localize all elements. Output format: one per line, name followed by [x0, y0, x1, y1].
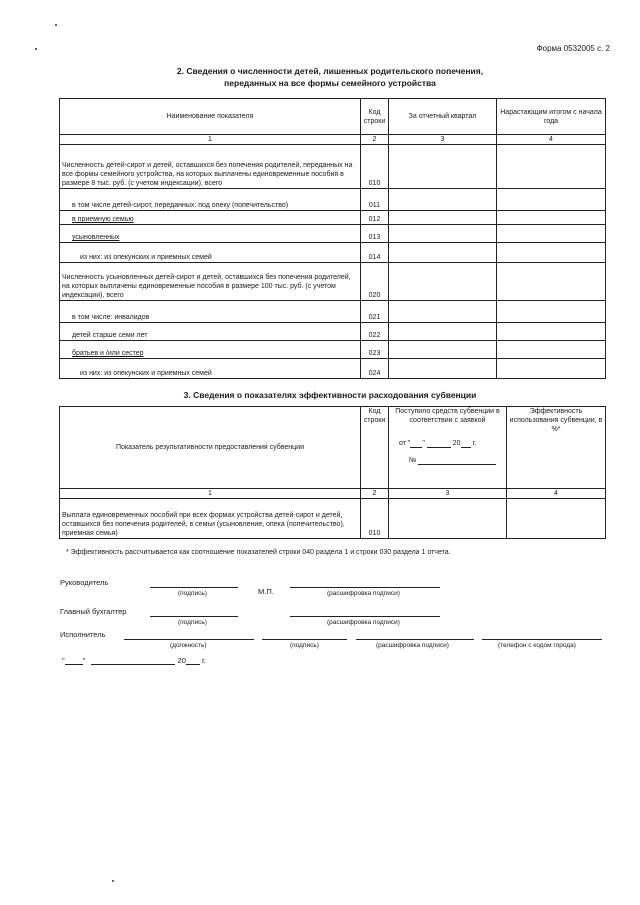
date-day-field[interactable] [65, 656, 83, 665]
decode-caption: (расшифровка подписи) [376, 642, 449, 649]
row-code: 013 [361, 225, 389, 243]
col-number: 4 [507, 489, 606, 499]
accountant-label: Главный бухгалтер [60, 607, 127, 616]
executor-position-line[interactable] [124, 639, 254, 640]
row-code: 021 [361, 301, 389, 323]
phone-caption: (телефон с кодом города) [498, 642, 576, 649]
date-close-quote: " [82, 656, 86, 665]
accountant-decode-line[interactable] [290, 616, 440, 617]
executor-decode-line[interactable] [356, 639, 474, 640]
value-cell[interactable] [497, 301, 606, 323]
head-decode-line[interactable] [290, 587, 440, 588]
value-cell[interactable] [497, 263, 606, 301]
section3-table [59, 406, 606, 539]
row-label: братьев и /или сестер [60, 341, 361, 359]
section2-title-line1: 2. Сведения о численности детей, лишенных родительского попечения, [176, 66, 484, 76]
value-cell[interactable] [389, 323, 497, 341]
section2-table [59, 98, 606, 379]
row-code: 023 [361, 341, 389, 359]
header-indicator: Показатель результативности предоставления субвенции [60, 407, 361, 489]
date-year-suffix: г. [201, 656, 206, 665]
value-cell[interactable] [497, 341, 606, 359]
table-row [60, 301, 606, 323]
header-name: Наименование показателя [60, 99, 361, 135]
number-line [391, 456, 504, 465]
head-label: Руководитель [60, 578, 109, 587]
value-cell[interactable] [497, 211, 606, 225]
footnote: * Эффективность рассчитывается как соотношение показателей строки 040 раздела 1 и строки 030 раздела 1 отчета. [66, 549, 451, 556]
table-row [60, 145, 606, 189]
signature-caption: (подпись) [178, 619, 207, 626]
row-label: в том числе: инвалидов [60, 301, 361, 323]
table-row [60, 341, 606, 359]
executor-phone-line[interactable] [482, 639, 602, 640]
row-label: из них: из опекунских и приемных семей [60, 359, 361, 379]
value-cell[interactable] [497, 323, 606, 341]
header-quarter: За отчетный квартал [389, 99, 497, 135]
date-month-field[interactable] [427, 439, 451, 448]
table-row [60, 359, 606, 379]
header-code: Код строки [361, 99, 389, 135]
header-cumulative: Нарастающим итогом с начала года [497, 99, 606, 135]
col-number: 1 [60, 135, 361, 145]
row-code: 020 [361, 263, 389, 301]
date-line: от " " 20 г. [399, 440, 477, 447]
date-year-field[interactable] [461, 439, 471, 448]
value-cell[interactable] [497, 189, 606, 211]
col-number: 2 [361, 135, 389, 145]
section2-title-line2: переданных на все формы семейного устройства [224, 78, 436, 88]
table-row [60, 263, 606, 301]
row-code: 012 [361, 211, 389, 225]
row-code: 010 [361, 499, 389, 539]
col-number: 3 [389, 489, 507, 499]
date-line [62, 656, 206, 665]
scan-speck [55, 24, 57, 26]
table-row [60, 499, 606, 539]
number-field[interactable] [418, 456, 496, 465]
signature-caption: (подпись) [290, 642, 319, 649]
row-label: детей старше семи лет [60, 323, 361, 341]
row-label: в приемную семью [60, 211, 361, 225]
header-code: Код строки [361, 407, 389, 489]
row-label: в том числе детей-сирот, переданных: под опеку (попечительство) [60, 189, 361, 211]
value-cell[interactable] [389, 225, 497, 243]
table-row [60, 189, 606, 211]
value-cell[interactable] [389, 341, 497, 359]
row-code: 014 [361, 243, 389, 263]
received-label: Поступило средств субвенции в соответствии с заявкой [395, 408, 500, 424]
decode-caption: (расшифровка подписи) [327, 619, 400, 626]
value-cell[interactable] [389, 189, 497, 211]
row-code: 010 [361, 145, 389, 189]
date-year-prefix: 20 [452, 440, 461, 447]
scan-speck [112, 880, 114, 882]
value-cell[interactable] [497, 359, 606, 379]
form-reference: Форма 0532005 с. 2 [536, 44, 610, 53]
row-label: из них: из опекунских и приемных семей [60, 243, 361, 263]
decode-caption: (расшифровка подписи) [327, 590, 400, 597]
table-row [60, 323, 606, 341]
col-number: 3 [389, 135, 497, 145]
row-label: Численность детей-сирот и детей, оставшихся без попечения родителей, переданных на все формы семейного устройства, на которых выплачены единовременные пособия в размере 8 тыс. руб. (с учетом индексации), всего [60, 145, 361, 189]
executor-label: Исполнитель [60, 630, 106, 639]
value-cell[interactable] [389, 301, 497, 323]
table-row [60, 211, 606, 225]
head-signature-line[interactable] [150, 587, 238, 588]
row-label: Численность усыновленных детей-сирот и детей, оставшихся без попечения родителей, на которых выплачены единовременные пособия в размере 100 тыс. руб. (с учетом индексации), всего [60, 263, 361, 301]
value-cell[interactable] [497, 225, 606, 243]
value-cell[interactable] [389, 263, 497, 301]
stamp-label: М.П. [258, 587, 274, 596]
section3-title: 3. Сведения о показателях эффективности расходования субвенции [183, 390, 477, 400]
date-from-label: от " [399, 440, 411, 447]
row-code: 011 [361, 189, 389, 211]
date-open-quote: " [62, 656, 65, 665]
date-year-prefix: 20 [177, 656, 186, 665]
header-efficiency: Эффективность использования субвенции, в %* [507, 407, 606, 489]
table-row [60, 225, 606, 243]
value-cell[interactable] [497, 243, 606, 263]
row-label: Выплата единовременных пособий при всех формах устройства детей-сирот и детей, оставшихся без попечения родителей, в семьи (усыновление, опека (попечительство), приемная семья) [60, 499, 361, 539]
date-year-field[interactable] [186, 656, 200, 665]
table-row [60, 243, 606, 263]
date-month-field[interactable] [91, 656, 175, 665]
value-cell[interactable] [389, 211, 497, 225]
row-code: 024 [361, 359, 389, 379]
scan-speck [35, 48, 37, 50]
header-received [389, 407, 507, 489]
row-code: 022 [361, 323, 389, 341]
position-caption: (должность) [170, 642, 207, 649]
date-year-suffix: г. [472, 440, 477, 447]
number-label: № [409, 457, 417, 464]
value-cell[interactable] [389, 499, 507, 539]
accountant-signature-line[interactable] [150, 616, 238, 617]
row-label: усыновленных [60, 225, 361, 243]
value-cell[interactable] [389, 243, 497, 263]
col-number: 2 [361, 489, 389, 499]
col-number: 4 [497, 135, 606, 145]
signature-caption: (подпись) [178, 590, 207, 597]
value-cell[interactable] [507, 499, 606, 539]
executor-signature-line[interactable] [262, 639, 347, 640]
date-day-field[interactable] [410, 439, 422, 448]
value-cell[interactable] [497, 145, 606, 189]
section2-title [60, 65, 600, 89]
col-number: 1 [60, 489, 361, 499]
value-cell[interactable] [389, 359, 497, 379]
value-cell[interactable] [389, 145, 497, 189]
